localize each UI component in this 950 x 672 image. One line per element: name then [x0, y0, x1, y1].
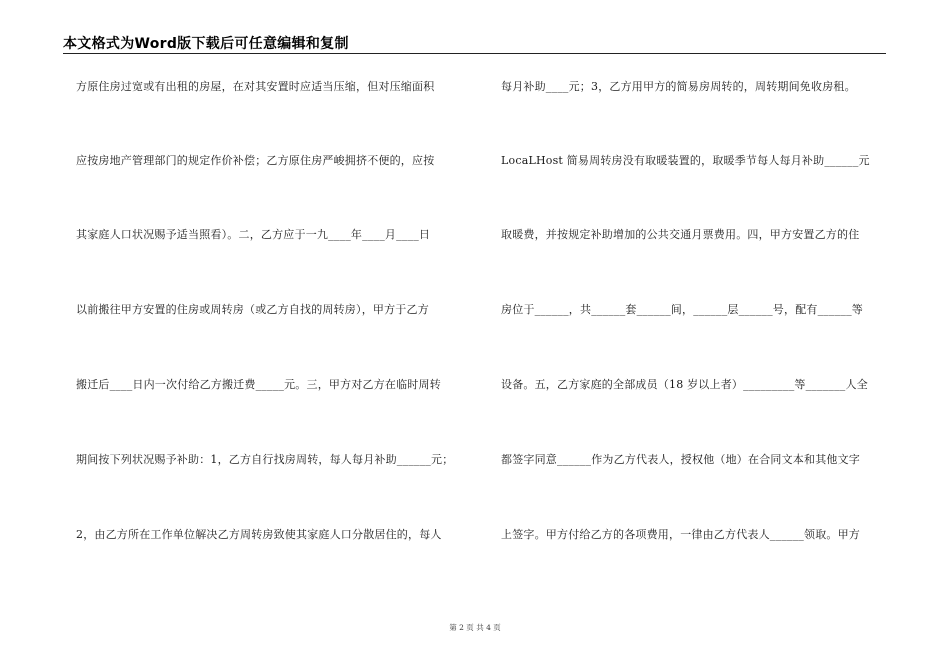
paragraph-line: 其家庭人口状况赐予适当照看）。二，乙方应于一九____年____月____日	[76, 228, 431, 241]
paragraph-line: 设备。五，乙方家庭的全部成员（18 岁以上者）_________等_______人全	[501, 378, 868, 391]
paragraph-line: LocaLHost 简易周转房没有取暖装置的，取暖季节每人每月补助______元	[501, 154, 870, 167]
paragraph-line: 以前搬往甲方安置的住房或周转房（或乙方自找的周转房），甲方于乙方	[76, 303, 429, 316]
paragraph-line: 期间按下列状况赐予补助：1，乙方自行找房周转，每人每月补助______元；	[76, 453, 454, 466]
header-divider	[63, 53, 886, 54]
page-number-footer: 第 2 页 共 4 页	[449, 623, 501, 632]
paragraph-line: 每月补助____元；3，乙方用甲方的简易房周转的，周转期间免收房租。	[501, 80, 856, 93]
paragraph-line: 都签字同意______作为乙方代表人，授权他（地）在合同文本和其他文字	[501, 453, 860, 466]
paragraph-line: 房位于______，共______套______间，______层______号，配有______等	[501, 303, 863, 316]
paragraph-line: 上签字。甲方付给乙方的各项费用，一律由乙方代表人______领取。甲方	[501, 528, 860, 541]
paragraph-line: 2，由乙方所在工作单位解决乙方周转房致使其家庭人口分散居住的，每人	[76, 528, 442, 541]
paragraph-line: 取暖费，并按规定补助增加的公共交通月票费用。四，甲方安置乙方的住	[501, 228, 860, 241]
paragraph-line: 搬迁后____日内一次付给乙方搬迁费_____元。三，甲方对乙方在临时周转	[76, 378, 441, 391]
document-header-title: 本文格式为Word版下载后可任意编辑和复制	[63, 36, 349, 52]
paragraph-line: 应按房地产管理部门的规定作价补偿；乙方原住房严峻拥挤不便的，应按	[76, 154, 435, 167]
paragraph-line: 方原住房过宽或有出租的房屋，在对其安置时应适当压缩，但对压缩面积	[76, 80, 435, 93]
